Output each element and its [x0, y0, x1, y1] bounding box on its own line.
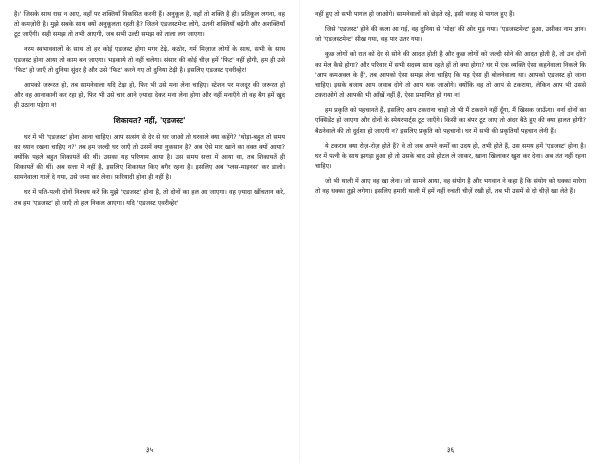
- paragraph: नहीं हुए तो सभी पागल हो जाओगे। सामनेवालों को छेड़ते रहे, इसी वजह से पागल हुए हैं।: [315, 11, 515, 18]
- page-number: ३५: [145, 446, 154, 454]
- paragraph: जिसे 'एडजस्ट' होने की कला आ गई, वह दुनिया से 'मोक्ष' की ओर मुड़ गया। 'एडजस्टमेन्ट' हुआ, उसीका नाम ज्ञान। जो 'एडजस्टमेन्ट' सीख गया, वह पार उतर गया।: [315, 26, 586, 44]
- right-page-body: [315, 10, 586, 198]
- section-heading: शिकायत? नहीं, 'एडजस्ट': [113, 116, 186, 126]
- left-page-body: [14, 10, 285, 209]
- paragraph: हम प्रकृति को पहचानते हैं, इसलिए आप टकराना चाहो तो भी मैं टकराने नहीं दूँगा, मैं खिसक जाऊँगा। वर्ना दोनों का एक्सिडेंट हो जाएगा और दोनों के स्पेयरपार्ट्स टूट जाएँगे। किसी का बंपर टूट जाए तो अंदर बैठे हुए की क्या हालत होगी? बैठनेवाले की तो दुर्दशा हो जाएगी न? इसलिए प्रकृति को पहचानो। घर में सभी की प्रकृतियाँ पहचान लेनी हैं।: [315, 107, 586, 135]
- gutter-divider: [299, 0, 300, 463]
- left-page: [14, 10, 285, 457]
- paragraph: ये टकराव क्या रोज़-रोज़ होते हैं? वे तो जब अपने कर्मों का उदय हो, तभी होते हैं, उस समय हमें 'एडजस्ट' होना है। घर में पत्नी के साथ झगड़ा हुआ हो तो उसके बाद उसे होटल ले जाकर, खाना खिलाकर खुश कर देना। अब तंत नहीं रहना चाहिए।: [315, 142, 586, 171]
- right-page: [315, 10, 586, 457]
- paragraph: जो भी थाली में आए वह खा लेना। जो सामने आया, वह संयोग है और भगवान ने कहा है कि संयोग को धक्का मारेगा तो वह धक्का तुझे लगेगा। इसलिए हमारी थाली में हमें नहीं रुचती चीज़ें रखी हों, तब भी उसमें से दो चीज़ें खा लेते हैं।: [315, 178, 586, 196]
- paragraph: घर में भी 'एडजस्ट' होना आना चाहिए। आप सत्संग से देर से घर जाओ तो घरवाले क्या कहेंगे? 'थोड़ा-बहुत तो समय का ध्यान रखना चाहिए न?' तब हम जल्दी घर जाएँ तो उसमें क्या नुकसान है? अब ऐसे मार खाने का वक्त क्यों आया? क्योंकि पहले बहुत शिकायतें की थीं। उसका यह परिणाम आया है। उस समय सत्ता में आया था, तब शिकायतें ही शिकायतें की थीं। अब सत्ता में नहीं है, इसलिए शिकायत किए बगैर रहना है। इसलिए अब 'प्लस-माइनस' कर डालो। सामनेवाला गालें दे गया, उसे जमा कर लेना। फ़रियादी होना ही नहीं है।: [14, 133, 285, 182]
- page-number: ३६: [446, 446, 455, 454]
- paragraph: आपको जरूरत हो, तब सामनेवाला यदि टेढ़ा हो, फिर भी उसे मना लेना चाहिए। स्टेशन पर मजदूर की जरूरत हो और वह आनाकानी कर रहा हो, फिर भी उसे चार आने ज़्यादा देकर मना लेना होगा और नहीं मनाएँगे तो वह बैग हमें खुद ही उठाना पड़ेगा न!: [14, 81, 285, 110]
- paragraph: कुछ लोगों को रात को देर से सोने की आदत होती है और कुछ लोगों को जल्दी सोने की आदत होती है, तो उन दोनों का मेल कैसे होगा? और परिवार में सभी सदस्य साथ रहते हों तो क्या होगा? घर में एक व्यक्ति ऐसा कहनेवाला निकले कि 'आप कमअक्ल के हैं', तब आपको ऐसा समझ लेना चाहिए कि यह ऐसा ही बोलनेवाला था। आपको एडजस्ट हो जाना चाहिए। इसके बजाय आप जवाब दोगे तो आप थक जाओगे। क्योंकि वह तो आप से टकराया, लेकिन आप भी उससे टकराओगे तो आपकी भी आँखें नहीं हैं, ऐसा प्रमाणित हो गया न!: [315, 51, 586, 100]
- paragraph: है।' जिसके साथ रास न आए, वहाँ पर शक्तियाँ विकसित करनी हैं। अनुकूल है, वहाँ तो शक्ति है ही। प्रतिकूल लगना, वह तो कमज़ोरी है। मुझे सबके साथ क्यों अनुकूलता रहती है? जितने एडजस्टमेन्ट लोगे, उतनी शक्तियाँ बढ़ेंगी और अशक्तियाँ टूट जाएँगी। सही समझ तो तभी आएगी, जब सभी उल्टी समझ को ताला लग जाएगा।: [14, 11, 285, 39]
- paragraph: नरम स्वभाववालों के साथ तो हर कोई एडजस्ट होगा मगर टेढ़े, कठोर, गर्म मिज़ाज लोगों के साथ, सभी के साथ एडजस्ट होना आया तो काम बन जाएगा। भड़काये तो नहीं चलेगा। संसार की कोई चीज़ हमें 'फिट' नहीं होगी, हम ही उसे 'फिट' हो जाएँ तो दुनिया सुंदर है और उसे 'फिट' करने गए तो दुनिया टेढ़ी है। इसलिए एडजस्ट एवरीव्हेर!: [14, 46, 285, 74]
- paragraph: घर में पति-पत्नी दोनों निश्चय करें कि मुझे 'एडजस्ट' होना है, तो दोनों का हल आ जाएगा। वह ज़्यादा खींचतान करे, तब हम 'एडजस्ट' हो जाएँ तो हल निकल आएगा। यदि 'एडजस्ट एवरीव्हेर': [14, 189, 285, 207]
